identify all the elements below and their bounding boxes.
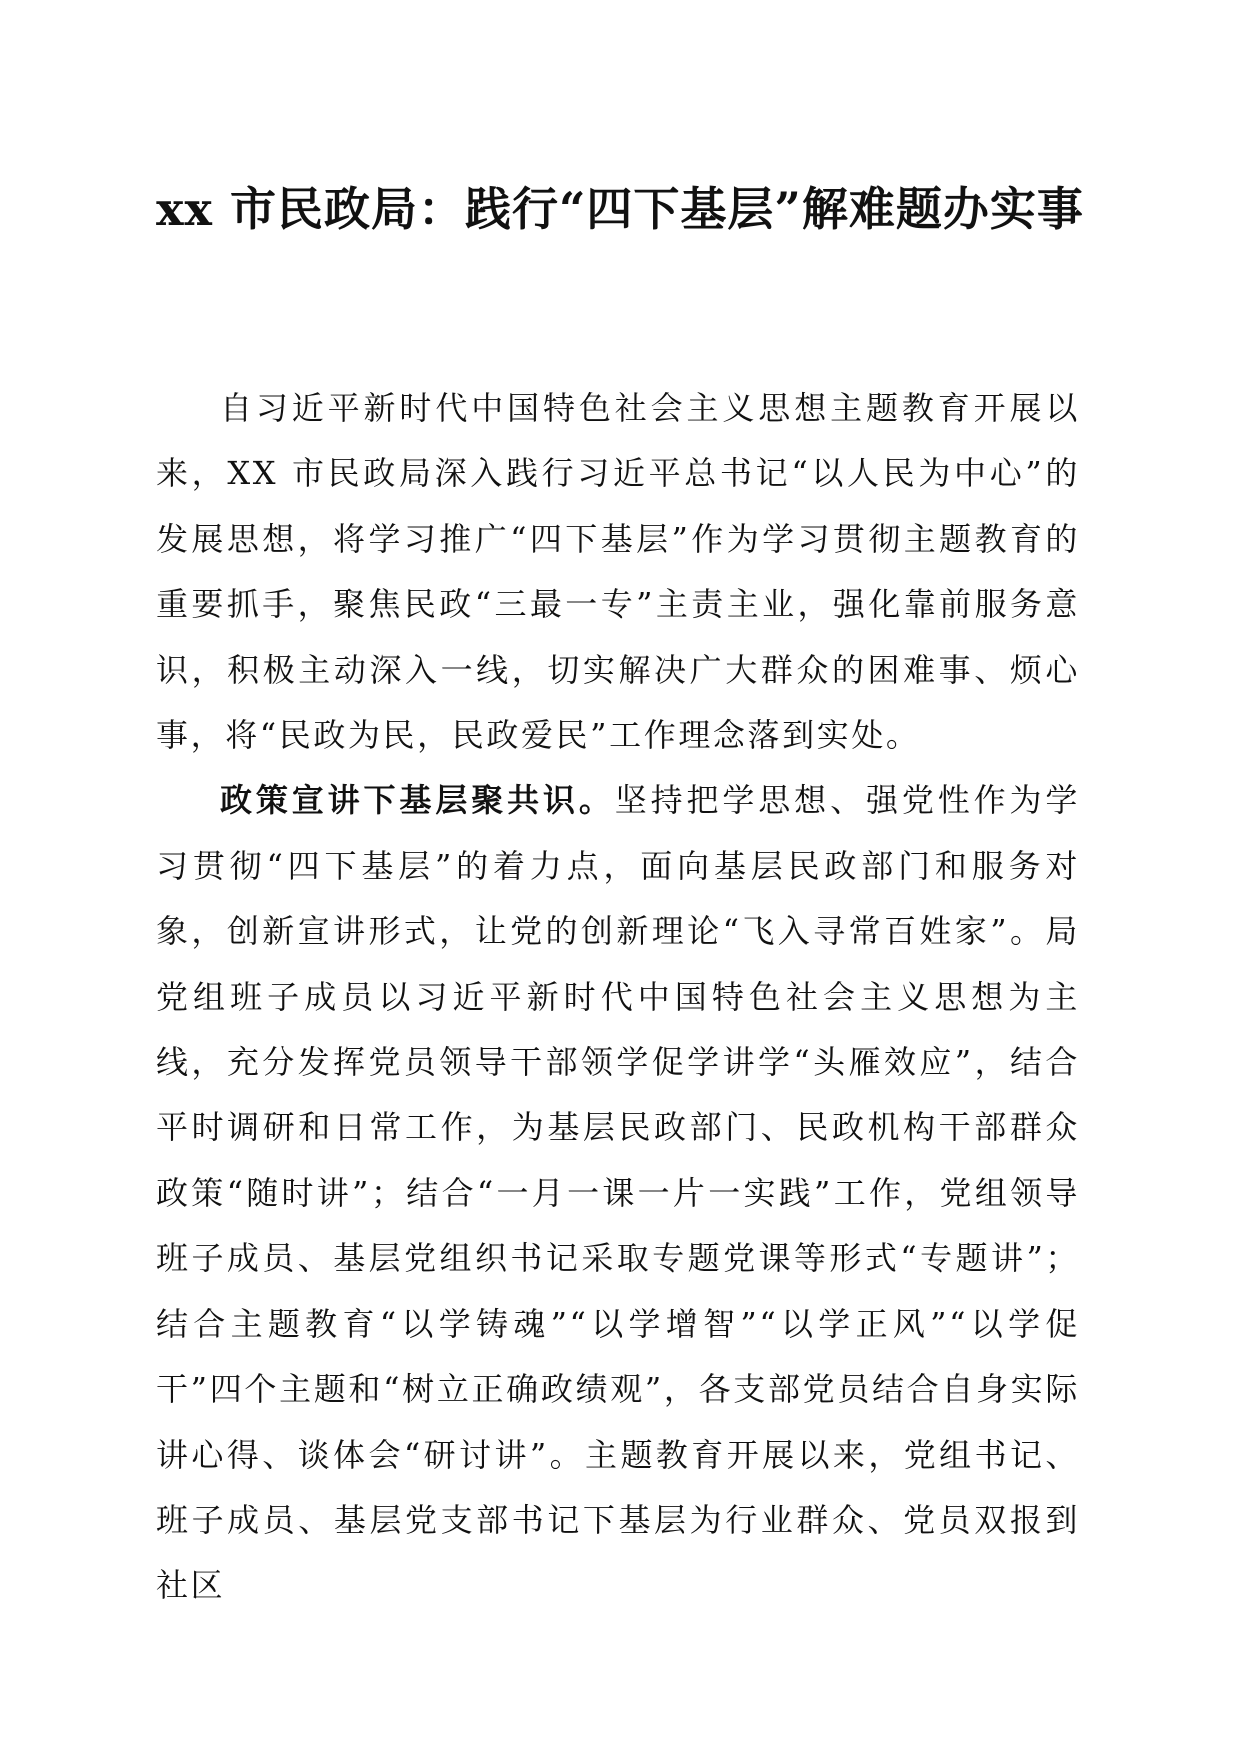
paragraph-intro-text: 自习近平新时代中国特色社会主义思想主题教育开展以来，XX 市民政局深入践行习近平总书记“以人民为中心”的发展思想，将学习推广“四下基层”作为学习贯彻主题教育的重要抓手，聚焦民政“三最一专”主责主业，强化靠前服务意识，积极主动深入一线，切实解决广大群众的困难事、烦心事，将“民政为民，民政爱民”工作理念落到实处。: [156, 389, 1080, 755]
paragraph-policy-promotion-text: 坚持把学思想、强党性作为学习贯彻“四下基层”的着力点，面向基层民政部门和服务对象，创新宣讲形式，让党的创新理论“飞入寻常百姓家”。局党组班子成员以习近平新时代中国特色社会主义思想为主线，充分发挥党员领导干部领学促学讲学“头雁效应”，结合平时调研和日常工作，为基层民政部门、民政机构干部群众政策“随时讲”；结合“一月一课一片一实践”工作，党组领导班子成员、基层党组织书记采取专题党课等形式“专题讲”；结合主题教育“以学铸魂”“以学增智”“以学正风”“以学促干”四个主题和“树立正确政绩观”，各支部党员结合自身实际讲心得、谈体会“研讨讲”。主题教育开展以来，党组书记、班子成员、基层党支部书记下基层为行业群众、党员双报到社区: [156, 781, 1080, 1605]
document-title: xx 市民政局：践行“四下基层”解难题办实事: [156, 182, 1084, 236]
document-body: [156, 376, 1080, 1619]
paragraph-policy-promotion: [156, 768, 1080, 1618]
paragraph-policy-promotion-heading: 政策宣讲下基层聚共识。: [220, 781, 615, 820]
paragraph-intro: [156, 376, 1080, 768]
